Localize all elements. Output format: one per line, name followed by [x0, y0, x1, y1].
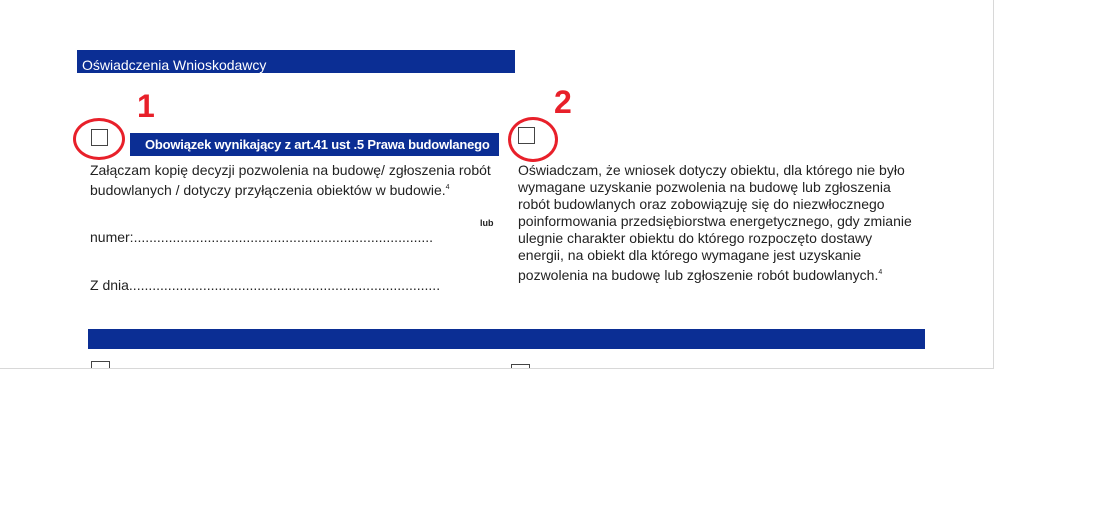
option1-checkbox[interactable] — [91, 129, 108, 146]
option2-description: Oświadczam, że wniosek dotyczy obiektu, dla którego nie było wymagane uzyskanie pozwolenia na budowę lub zgłoszenia robót budowlanych oraz zobowiązuję się do niezwłocznego poinformowania przedsiębiorstwa energetycznego, gdy zmianie ulegnie charakter obiektu do którego rozpoczęto dostawy energii, na obiekt dla którego wymagane jest uzyskanie pozwolenia na budowę lub zgłoszenie robót budowlanych. — [518, 162, 912, 283]
option1-title-bar — [130, 133, 499, 156]
option2-footnote: 4 — [878, 269, 883, 276]
section-title: Oświadczenia Wnioskodawcy — [82, 57, 267, 73]
next-checkbox-right[interactable] — [511, 364, 530, 369]
option2-description-block — [518, 162, 918, 284]
date-field[interactable]: Z dnia................................................................................ — [90, 277, 441, 293]
number-field[interactable]: numer:............................................................................. — [90, 229, 434, 245]
option1-description: Załączam kopię decyzji pozwolenia na budowę/ zgłoszenia robót budowlanych / dotyczy przyłączenia obiektów w budowie. — [90, 162, 491, 198]
next-section-bar — [88, 329, 925, 349]
option1-title: Obowiązek wynikający z art.41 ust .5 Prawa budowlanego — [145, 137, 490, 152]
option1-footnote: 4 — [445, 184, 450, 191]
annotation-number-2: 2 — [554, 84, 572, 120]
option1-description-block — [90, 162, 500, 199]
option2-checkbox[interactable] — [518, 127, 535, 144]
annotation-number-1: 1 — [137, 88, 155, 124]
lub-label: lub — [480, 218, 494, 228]
section-header-bar — [77, 50, 515, 73]
next-checkbox-left[interactable] — [91, 361, 110, 369]
